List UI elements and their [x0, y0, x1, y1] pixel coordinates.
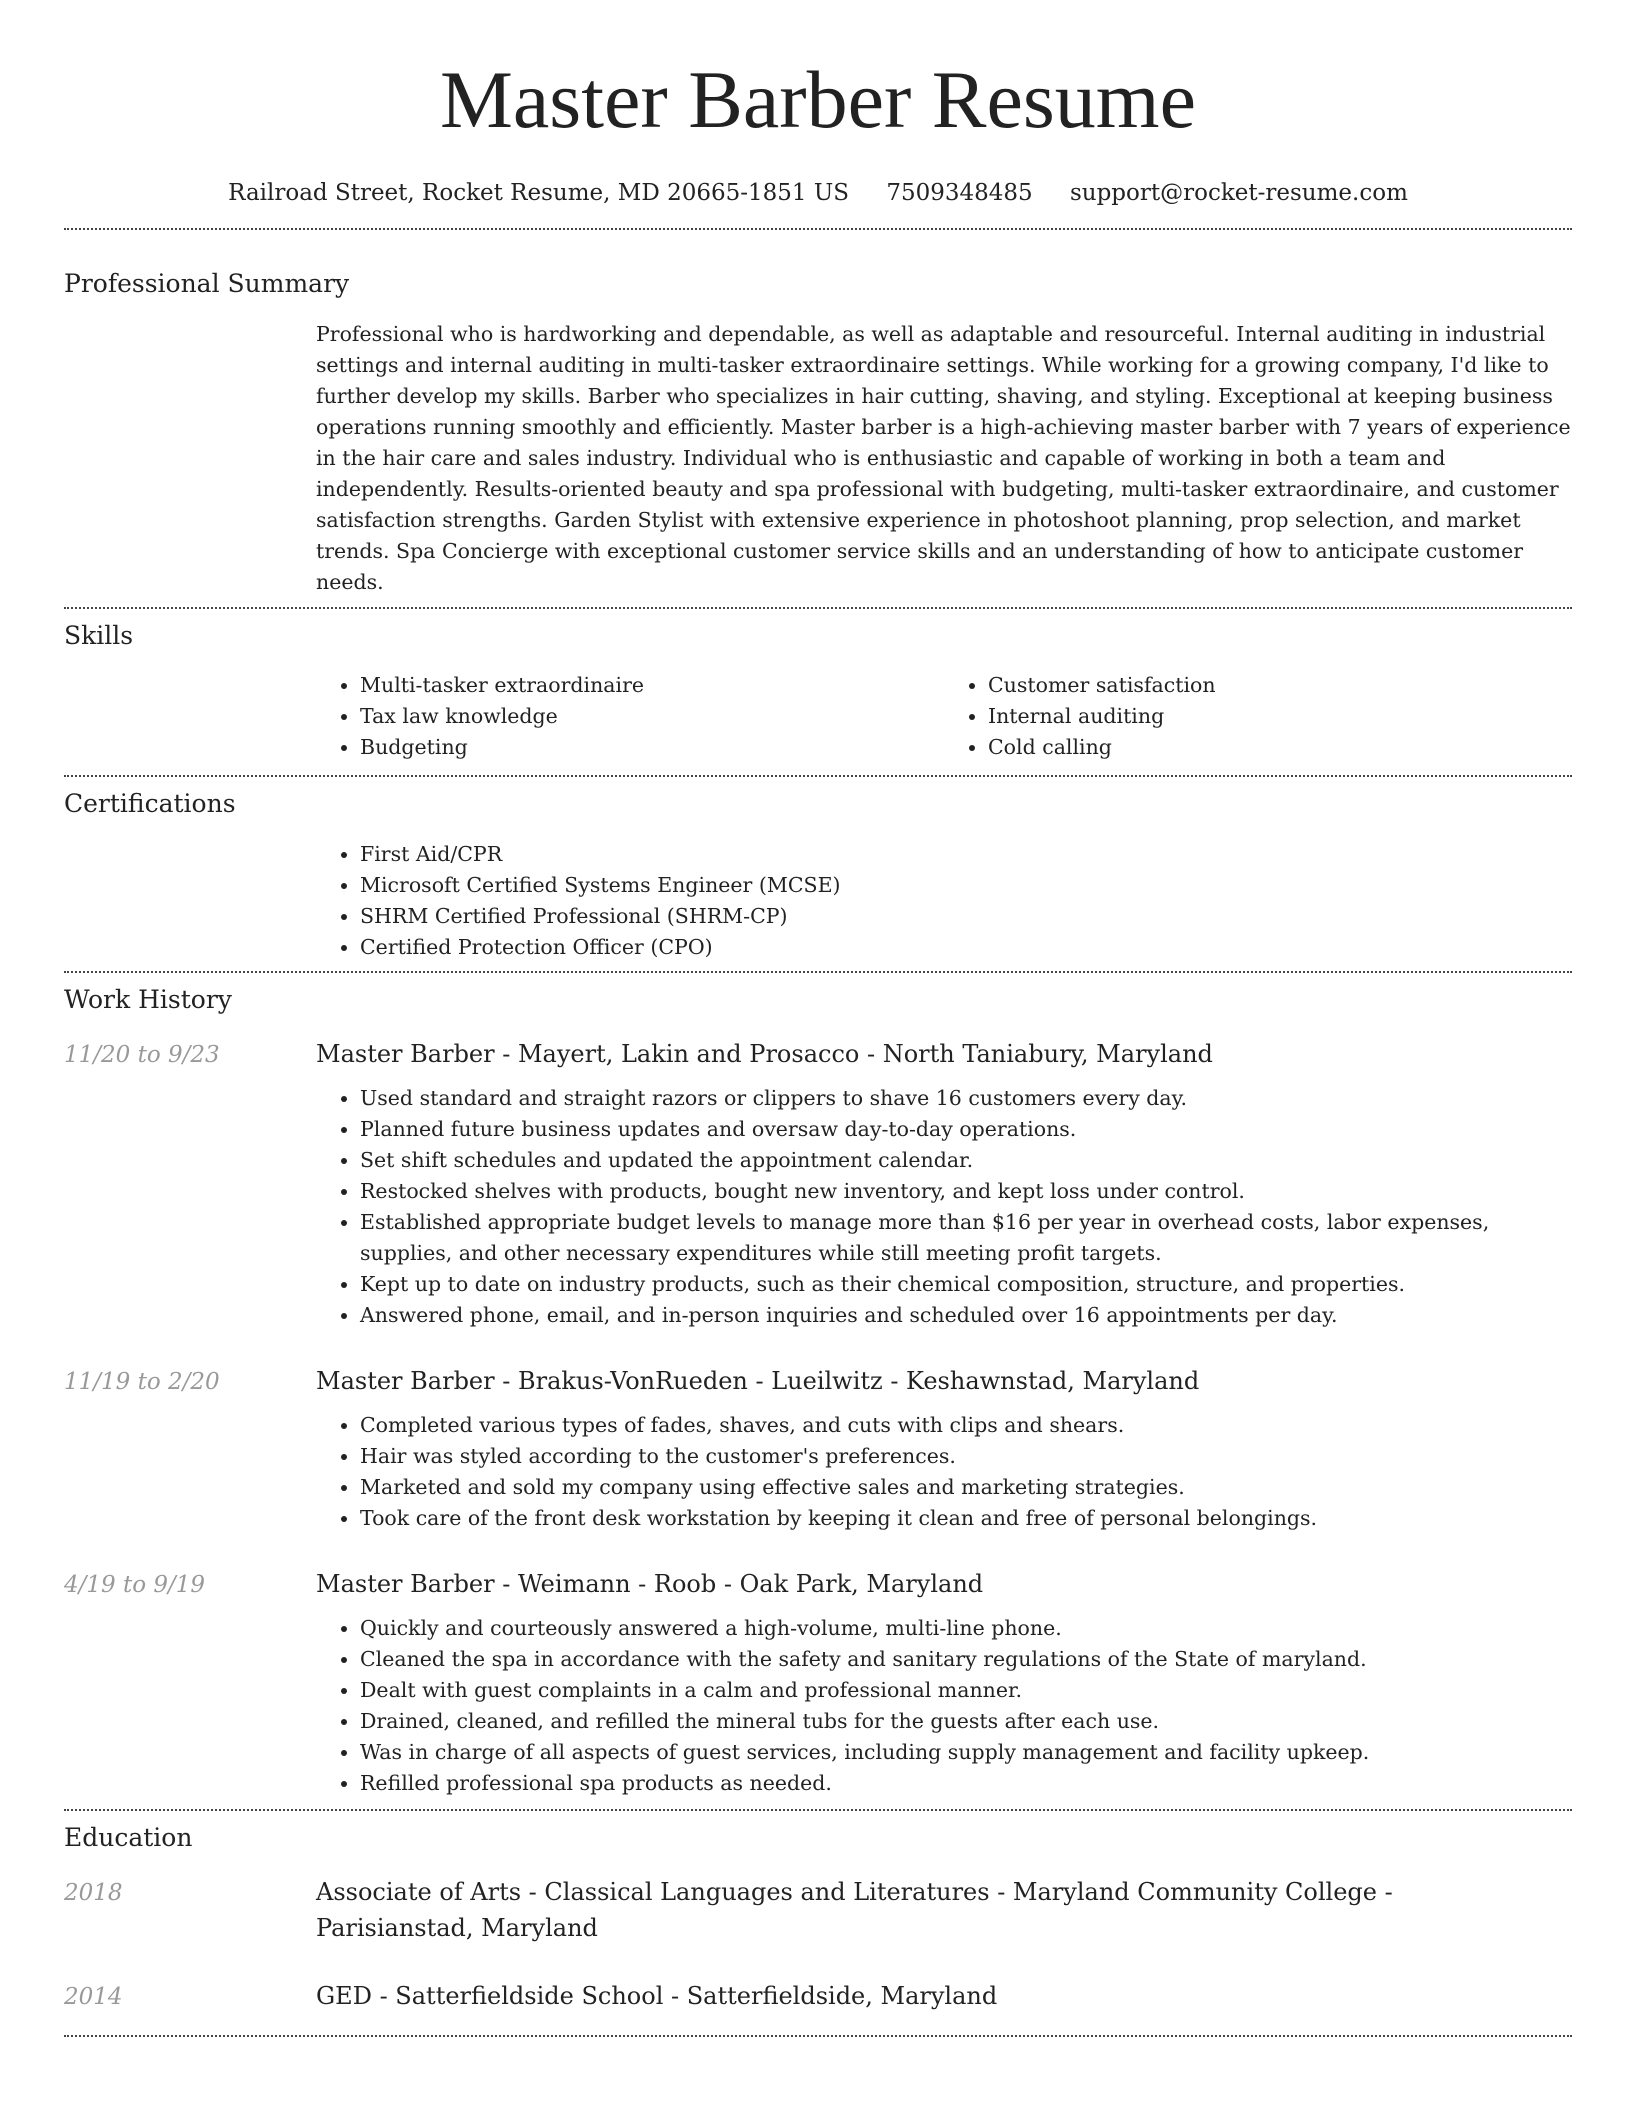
job-entry: [64, 1566, 1572, 1799]
list-item: • Answered phone, email, and in-person inquiries and scheduled over 16 appointments per day.: [360, 1300, 1572, 1331]
section-title-education: Education: [64, 1823, 193, 1852]
contact-line: [64, 178, 1572, 208]
list-item: • Kept up to date on industry products, such as their chemical composition, structure, and properties.: [360, 1269, 1572, 1300]
list-item: • Was in charge of all aspects of guest services, including supply management and facility upkeep.: [360, 1737, 1572, 1768]
list-item: • First Aid/CPR: [360, 839, 1572, 870]
list-item: • Refilled professional spa products as needed.: [360, 1768, 1572, 1799]
job-entry: [64, 1036, 1572, 1331]
list-item: • Marketed and sold my company using effective sales and marketing strategies.: [360, 1472, 1572, 1503]
list-item: • SHRM Certified Professional (SHRM-CP): [360, 901, 1572, 932]
list-item: • Cold calling: [988, 732, 1572, 763]
education-date: 2018: [64, 1880, 123, 1906]
list-item: • Quickly and courteously answered a high-volume, multi-line phone.: [360, 1613, 1572, 1644]
divider: [64, 1809, 1572, 1811]
contact-phone: 7509348485: [886, 180, 1033, 206]
list-item: • Established appropriate budget levels to manage more than $16 per year in overhead costs, labor expenses, supplies, and other necessary expenditures while still meeting profit targets.: [360, 1207, 1572, 1269]
job-title: Master Barber - Brakus-VonRueden - Lueilwitz - Keshawnstad, Maryland: [316, 1367, 1200, 1395]
divider: [64, 228, 1572, 230]
list-item: • Tax law knowledge: [360, 701, 944, 732]
education-entry: [64, 1978, 1572, 2015]
list-item: • Restocked shelves with products, bought new inventory, and kept loss under control.: [360, 1176, 1572, 1207]
job-date: 11/20 to 9/23: [64, 1042, 220, 1068]
list-item: • Dealt with guest complaints in a calm and professional manner.: [360, 1675, 1572, 1706]
skills-column-right: [944, 670, 1572, 763]
job-title: Master Barber - Mayert, Lakin and Prosacco - North Taniabury, Maryland: [316, 1040, 1213, 1068]
divider: [64, 775, 1572, 777]
list-item: • Cleaned the spa in accordance with the safety and sanitary regulations of the State of maryland.: [360, 1644, 1572, 1675]
list-item: • Customer satisfaction: [988, 670, 1572, 701]
list-item: • Hair was styled according to the customer's preferences.: [360, 1441, 1572, 1472]
section-title-summary: Professional Summary: [64, 269, 350, 298]
skills-column-left: [316, 670, 944, 763]
list-item: • Planned future business updates and oversaw day-to-day operations.: [360, 1114, 1572, 1145]
skills-list: [316, 670, 1572, 763]
divider: [64, 607, 1572, 609]
certifications-list: [316, 839, 1572, 963]
job-bullets: [316, 1410, 1572, 1534]
list-item: • Budgeting: [360, 732, 944, 763]
list-item: • Certified Protection Officer (CPO): [360, 932, 1572, 963]
contact-email[interactable]: support@rocket-resume.com: [1069, 180, 1408, 206]
list-item: • Took care of the front desk workstation by keeping it clean and free of personal belongings.: [360, 1503, 1572, 1534]
job-date: 4/19 to 9/19: [64, 1572, 206, 1598]
list-item: • Set shift schedules and updated the appointment calendar.: [360, 1145, 1572, 1176]
list-item: • Used standard and straight razors or clippers to shave 16 customers every day.: [360, 1083, 1572, 1114]
job-bullets: [316, 1083, 1572, 1331]
job-date: 11/19 to 2/20: [64, 1369, 220, 1395]
education-title: Associate of Arts - Classical Languages and Literatures - Maryland Community College - Parisianstad, Maryland: [316, 1878, 1393, 1942]
education-date: 2014: [64, 1984, 123, 2010]
section-title-certifications: Certifications: [64, 789, 236, 818]
section-title-skills: Skills: [64, 621, 134, 650]
list-item: • Completed various types of fades, shaves, and cuts with clips and shears.: [360, 1410, 1572, 1441]
job-entry: [64, 1363, 1572, 1534]
list-item: • Microsoft Certified Systems Engineer (MCSE): [360, 870, 1572, 901]
resume-name: Master Barber Resume: [440, 54, 1196, 145]
education-title: GED - Satterfieldside School - Satterfieldside, Maryland: [316, 1982, 998, 2010]
list-item: • Multi-tasker extraordinaire: [360, 670, 944, 701]
summary-text: Professional who is hardworking and dependable, as well as adaptable and resourceful. Internal auditing in industrial settings and internal auditing in multi-tasker extraordinaire settings. While working for a growing company, I'd like to further develop my skills. Barber who specializes in hair cutting, shaving, and styling. Exceptional at keeping business operations running smoothly and efficiently. Master barber is a high-achieving master barber with 7 years of experience in the hair care and sales industry. Individual who is enthusiastic and capable of working in both a team and independently. Results-oriented beauty and spa professional with budgeting, multi-tasker extraordinaire, and customer satisfaction strengths. Garden Stylist with extensive experience in photoshoot planning, prop selection, and market trends. Spa Concierge with exceptional customer service skills and an understanding of how to anticipate customer needs.: [316, 322, 1571, 594]
section-title-work-history: Work History: [64, 985, 232, 1014]
divider: [64, 2035, 1572, 2037]
education-entry: [64, 1874, 1572, 1946]
contact-address: Railroad Street, Rocket Resume, MD 20665-1851 US: [228, 180, 849, 206]
divider: [64, 971, 1572, 973]
list-item: • Internal auditing: [988, 701, 1572, 732]
job-bullets: [316, 1613, 1572, 1799]
list-item: • Drained, cleaned, and refilled the mineral tubs for the guests after each use.: [360, 1706, 1572, 1737]
job-title: Master Barber - Weimann - Roob - Oak Park, Maryland: [316, 1570, 984, 1598]
